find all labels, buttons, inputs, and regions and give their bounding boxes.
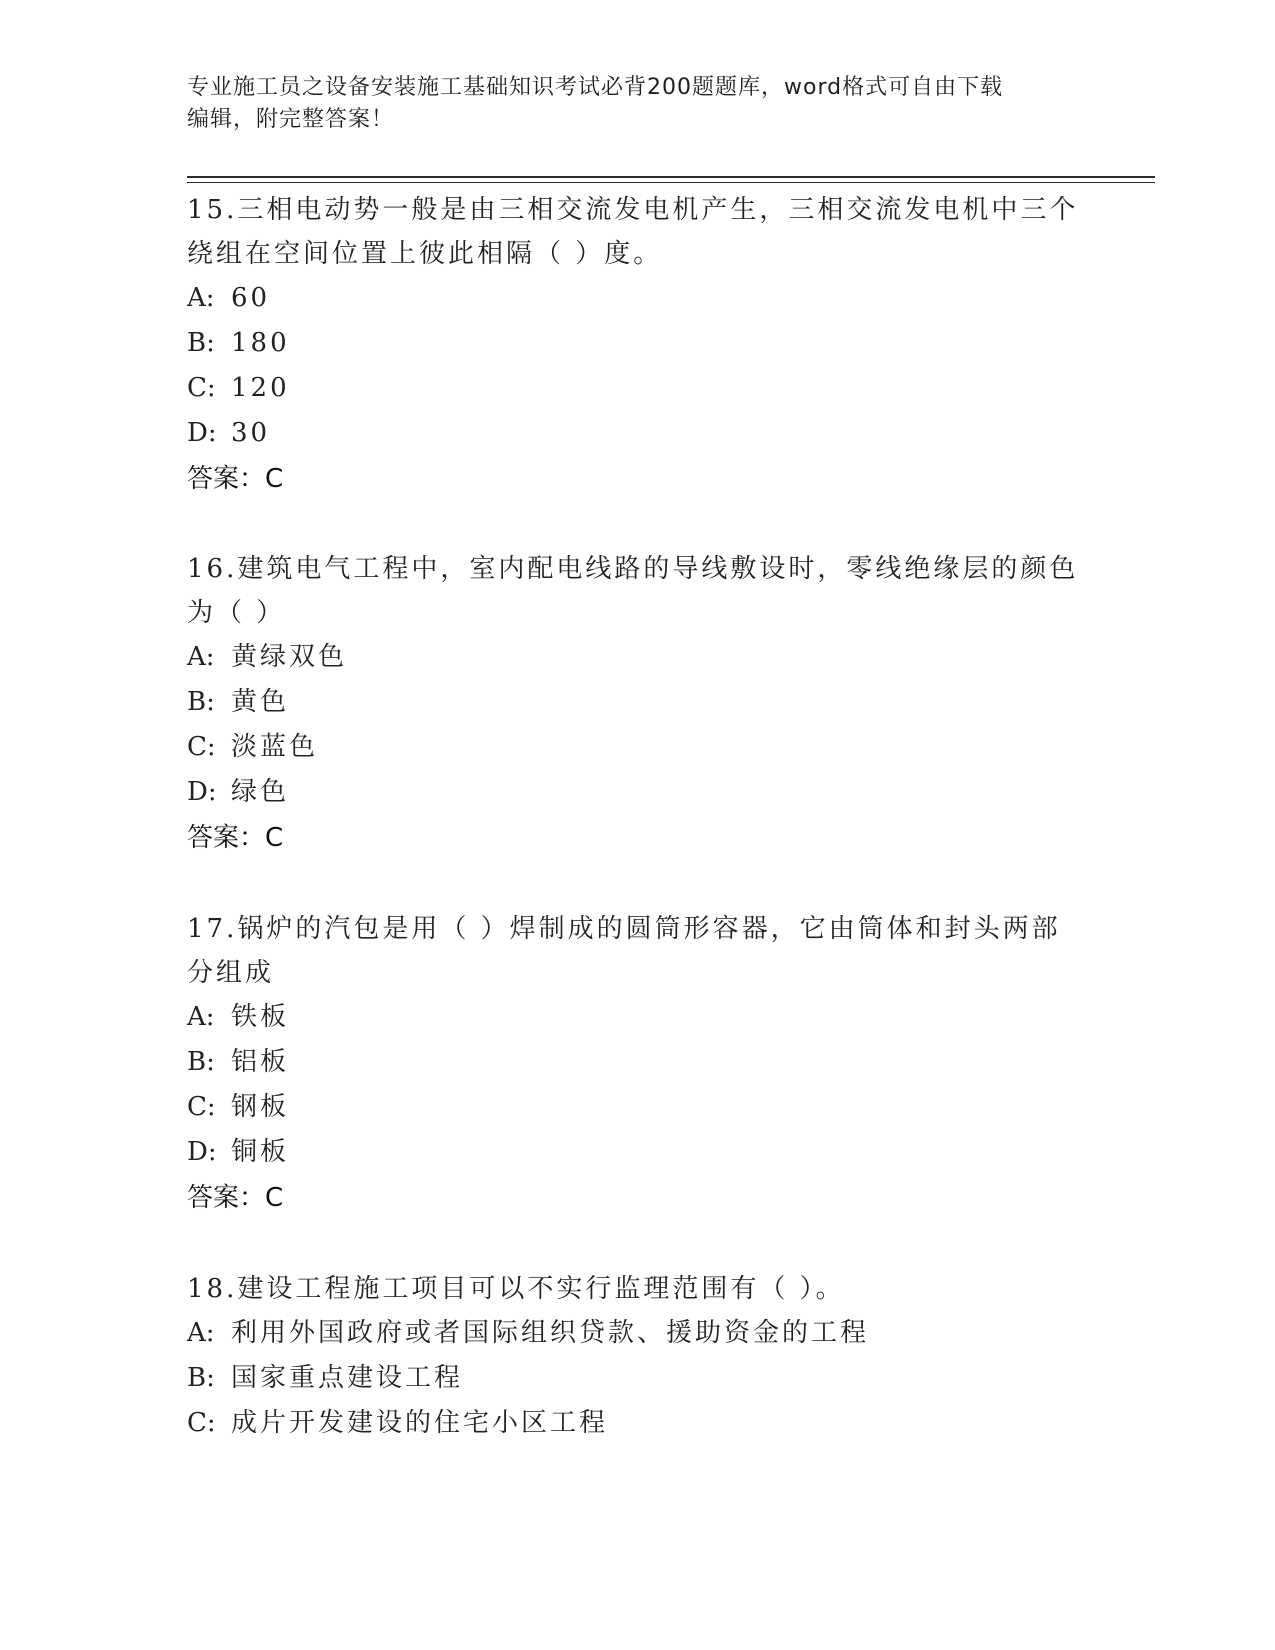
question-15: [187, 188, 1087, 502]
question-stem-line: 绕组在空间位置上彼此相隔（ ）度。: [187, 239, 663, 269]
header-divider-thick: [187, 176, 1155, 178]
option-key: A:: [187, 283, 215, 313]
option-c: [187, 1401, 1087, 1446]
option-text: 黄绿双色: [231, 642, 348, 672]
answer-label: 答案：C: [187, 464, 284, 494]
option-b: [187, 680, 1087, 725]
option-text: 铁板: [231, 1002, 290, 1032]
option-text: 120: [231, 373, 290, 403]
question-stem-line: 17.锅炉的汽包是用（ ）焊制成的圆筒形容器，它由筒体和封头两部: [187, 914, 1061, 944]
option-text: 30: [231, 418, 271, 448]
question-stem-line: 18.建设工程施工项目可以不实行监理范围有（ ）。: [187, 1274, 845, 1304]
option-d: [187, 1130, 1087, 1175]
option-c: [187, 1085, 1087, 1130]
option-text: 淡蓝色: [231, 732, 319, 762]
option-d: [187, 770, 1087, 815]
option-text: 黄色: [231, 687, 290, 717]
header-line-2: 编辑，附完整答案！: [187, 107, 395, 132]
question-17: [187, 907, 1087, 1221]
option-text: 60: [231, 283, 271, 313]
question-18: [187, 1267, 1087, 1446]
option-key: A:: [187, 1002, 215, 1032]
option-key: D:: [187, 777, 217, 807]
option-key: C:: [187, 732, 216, 762]
option-key: A:: [187, 642, 215, 672]
option-key: B:: [187, 1047, 215, 1077]
question-stem-line: 分组成: [187, 958, 275, 988]
option-key: C:: [187, 373, 216, 403]
answer-label: 答案：C: [187, 823, 284, 853]
header-divider-thin: [187, 182, 1155, 183]
option-key: B:: [187, 687, 215, 717]
option-text: 铜板: [231, 1137, 290, 1167]
option-a: [187, 995, 1087, 1040]
option-key: D:: [187, 1137, 217, 1167]
option-text: 钢板: [231, 1092, 290, 1122]
option-a: [187, 276, 1087, 321]
option-key: D:: [187, 418, 217, 448]
option-key: C:: [187, 1092, 216, 1122]
question-stem-line: 15.三相电动势一般是由三相交流发电机产生，三相交流发电机中三个: [187, 195, 1079, 225]
option-text: 铝板: [231, 1047, 290, 1077]
option-a: [187, 635, 1087, 680]
option-key: A:: [187, 1318, 215, 1348]
option-text: 绿色: [231, 777, 290, 807]
option-key: B:: [187, 1363, 215, 1393]
option-text: 180: [231, 328, 290, 358]
option-text: 成片开发建设的住宅小区工程: [231, 1408, 609, 1438]
option-key: B:: [187, 328, 215, 358]
option-c: [187, 366, 1087, 411]
document-header: [187, 72, 1067, 136]
option-b: [187, 321, 1087, 366]
option-key: C:: [187, 1408, 216, 1438]
option-a: [187, 1311, 1087, 1356]
option-d: [187, 411, 1087, 456]
option-b: [187, 1040, 1087, 1085]
option-text: 国家重点建设工程: [231, 1363, 464, 1393]
option-text: 利用外国政府或者国际组织贷款、援助资金的工程: [231, 1318, 870, 1348]
question-stem-line: 16.建筑电气工程中，室内配电线路的导线敷设时，零线绝缘层的颜色: [187, 554, 1079, 584]
option-c: [187, 725, 1087, 770]
answer-label: 答案：C: [187, 1183, 284, 1213]
question-stem-line: 为（ ）: [187, 598, 286, 628]
header-line-1: 专业施工员之设备安装施工基础知识考试必背200题题库，word格式可自由下载: [187, 75, 1004, 100]
question-16: [187, 547, 1087, 861]
option-b: [187, 1356, 1087, 1401]
